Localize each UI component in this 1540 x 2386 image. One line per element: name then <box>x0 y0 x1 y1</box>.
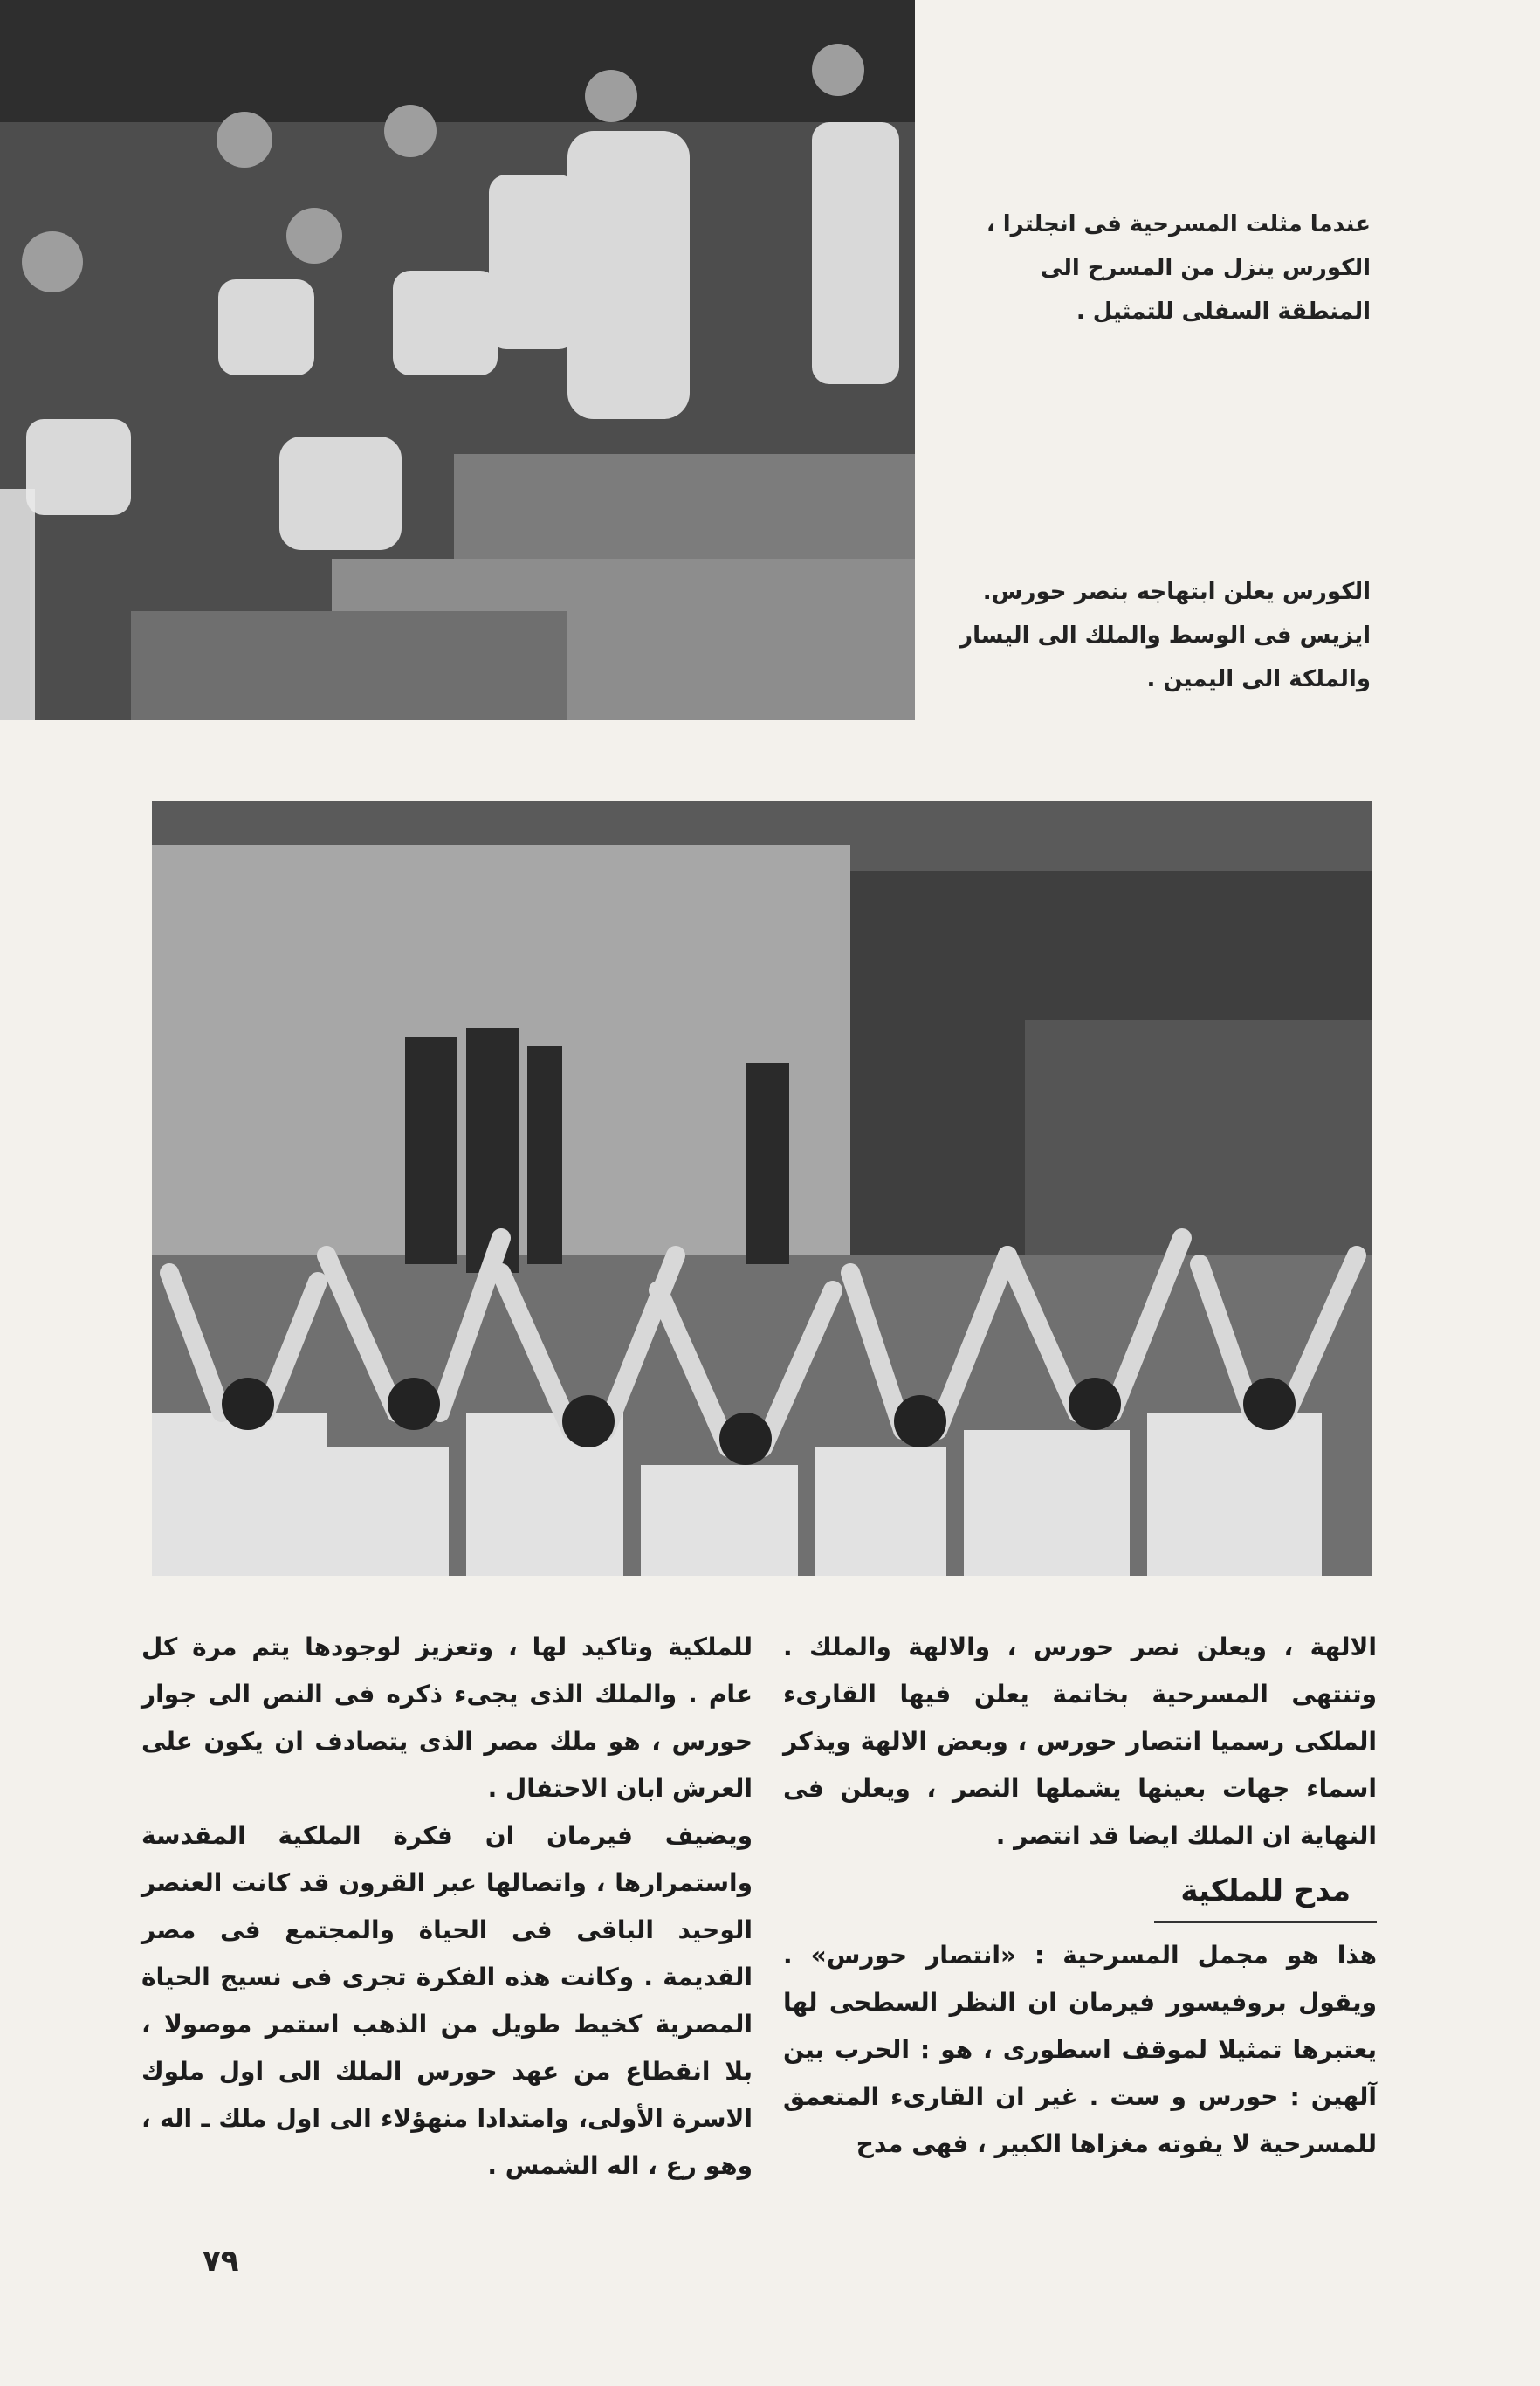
text-column-left <box>141 1624 753 2190</box>
caption-top-photo: عندما مثلت المسرحية فى انجلترا ، الكورس ينزل من المسرح الى المنطقة السفلى للتمثيل . <box>986 211 1371 325</box>
right-column-paragraph-2: هذا هو مجمل المسرحية : «انتصار حورس» . ويقول بروفيسور فيرمان ان النظر السطحى لها يعتبرها تمثيلا لموقف اسطورى ، هو : الحرب بين آلهين : حورس و ست . غير ان القارىء المتعمق للمسرحية لا يفوته مغزاها الكبير ، فهى مدح <box>783 1941 1377 2158</box>
text-column-right <box>783 1624 1377 2168</box>
photo-chorus-celebrating <box>152 801 1372 1576</box>
page-number: ٧٩ <box>203 2244 239 2279</box>
photo-chorus-descending <box>0 0 915 720</box>
left-column-paragraph-1: للملكية وتاكيد لها ، وتعزيز لوجودها يتم مرة كل عام . والملك الذى يجىء ذكره فى النص الى جوار حورس ، هو ملك مصر الذى يتصادف ان يكون على العرش ابان الاحتفال . <box>141 1633 753 1803</box>
section-heading-text: مدح للملكية <box>1154 1865 1377 1923</box>
caption-middle-photo: الكورس يعلن ابتهاجه بنصر حورس. ايزيس فى الوسط والملك الى اليسار والملكة الى اليمين . <box>959 579 1371 692</box>
photo-chorus-descending-image <box>0 0 915 720</box>
section-heading <box>783 1865 1377 1923</box>
right-column-paragraph-1: الالهة ، ويعلن نصر حورس ، والالهة والملك . وتنتهى المسرحية بخاتمة يعلن فيها القارىء الملكى رسميا انتصار حورس ، وبعض الالهة ويذكر اسماء جهات بعينها يشملها النصر ، ويعلن فى النهاية ان الملك ايضا قد انتصر . <box>783 1633 1377 1850</box>
left-column-paragraph-2: ويضيف فيرمان ان فكرة الملكية المقدسة واستمرارها ، واتصالها عبر القرون قد كانت العنصر الوحيد الباقى فى الحياة والمجتمع فى مصر القديمة . وكانت هذه الفكرة تجرى فى نسيج الحياة المصرية كخيط طويل من الذهب استمر موصولا ، بلا انقطاع من عهد حورس الملك الى اول ملوك الاسرة الأولى، وامتدادا منهؤلاء الى اول ملك ـ اله ، وهو رع ، اله الشمس . <box>141 1821 753 2180</box>
photo-chorus-celebrating-image <box>152 801 1372 1576</box>
